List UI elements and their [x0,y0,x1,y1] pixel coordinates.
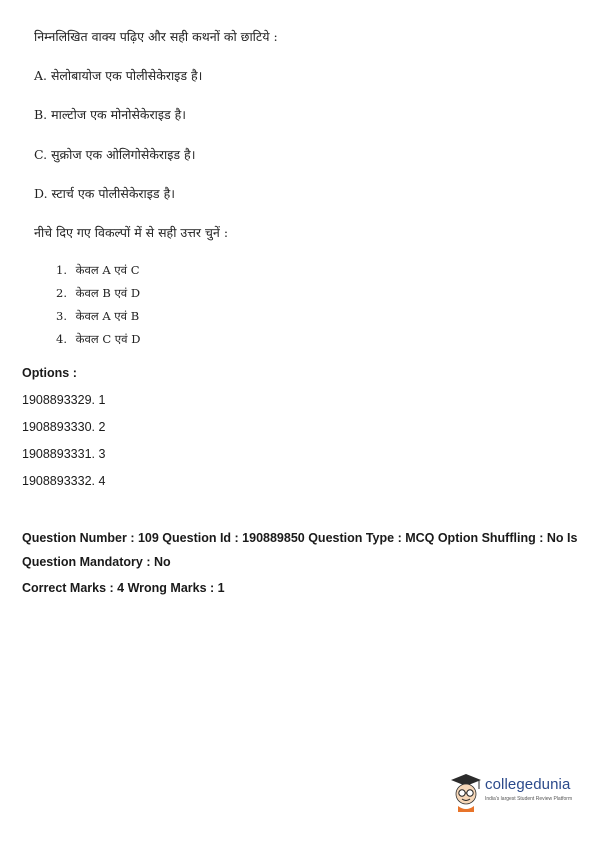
option-id-2: 1908893330. 2 [22,420,106,434]
choice-2 [56,286,140,301]
logo-tagline: India's largest Student Review Platform [485,796,573,802]
question-prompt: नीचे दिए गए विकल्पों में से सही उत्तर चुनें : [34,225,229,240]
question-instruction: निम्नलिखित वाक्य पढ़िए और सही कथनों को छाटिये : [34,29,278,44]
choice-4 [56,332,140,347]
option-id-3: 1908893331. 3 [22,447,106,461]
logo-wordmark: collegedunia [485,776,571,793]
choice-text: केवल C एवं D [75,332,141,346]
choice-number: 3. [56,309,67,323]
statement-b: B. माल्टोज एक मोनोसेकेराइड है। [34,107,187,122]
options-label: Options : [22,366,77,380]
statement-d: D. स्टार्च एक पोलीसेकेराइड है। [34,186,175,201]
choice-number: 4. [56,332,67,346]
choice-text: केवल A एवं C [75,263,140,277]
student-mascot-icon [449,772,483,812]
collegedunia-logo [449,772,589,816]
question-meta-line-3: Correct Marks : 4 Wrong Marks : 1 [22,581,225,595]
question-meta-line-1: Question Number : 109 Question Id : 190889850 Question Type : MCQ Option Shuffling : No Is [22,531,578,545]
choice-1 [56,263,140,278]
option-id-1: 1908893329. 1 [22,393,106,407]
choice-number: 1. [56,263,67,277]
statement-c: C. सुक्रोज एक ओलिगोसेकेराइड है। [34,147,196,162]
choice-text: केवल A एवं B [75,309,140,323]
question-meta-line-2: Question Mandatory : No [22,555,171,569]
choice-text: केवल B एवं D [75,286,141,300]
choice-3 [56,309,139,324]
choice-number: 2. [56,286,67,300]
statement-a: A. सेलोबायोज एक पोलीसेकेराइड है। [34,68,203,83]
option-id-4: 1908893332. 4 [22,474,106,488]
